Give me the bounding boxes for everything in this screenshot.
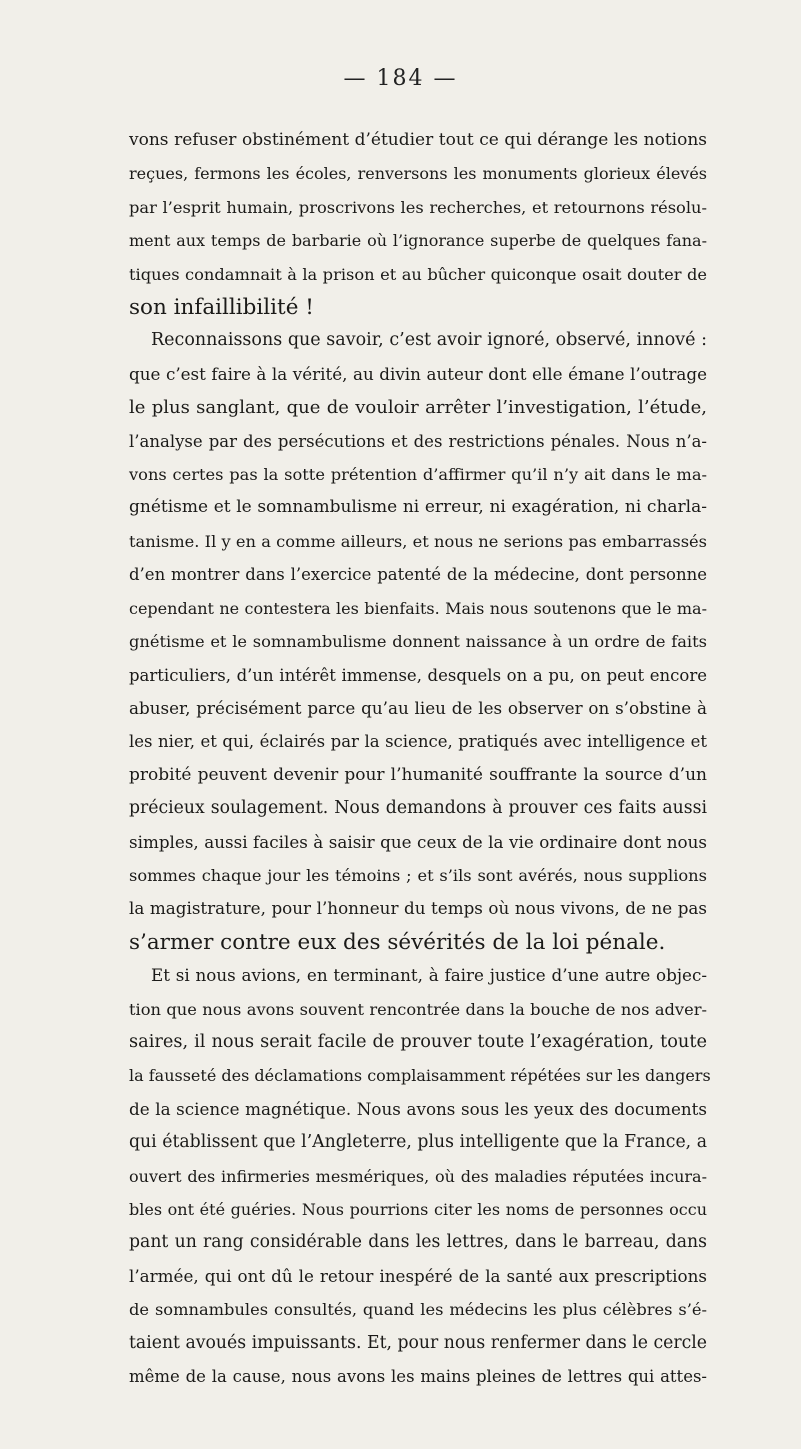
text-line: sommes chaque jour les témoins ; et s’ils sont avérés, nous supplions [129,865,707,885]
text-line: s’armer contre eux des sévérités de la loi pénale. [129,929,666,955]
text-line: de la science magnétique. Nous avons sous les yeux des documents [129,1098,707,1119]
text-line: particuliers, d’un intérêt immense, desquels on a pu, on peut encore [129,665,707,685]
text-line: les nier, et qui, éclairés par la science, pratiqués avec intelligence et [129,732,707,752]
text-line: abuser, précisément parce qu’au lieu de les observer on s’obstine à [129,697,707,718]
text-line: reçues, fermons les écoles, renversons les monuments glorieux élevés [129,164,707,184]
text-line: taient avoués impuissants. Et, pour nous renfermer dans le cercle [129,1332,707,1353]
text-line: saires, il nous serait facile de prouver toute l’exagération, toute [129,1031,707,1052]
text-line: l’armée, qui ont dû le retour inespéré de la santé aux prescriptions [129,1265,707,1286]
text-line: de somnambules consultés, quand les médecins les plus célèbres s’é- [129,1300,707,1320]
text-line: cependant ne contestera les bienfaits. Mais nous soutenons que le ma- [129,598,707,618]
text-line: par l’esprit humain, proscrivons les recherches, et retournons résolu- [129,197,707,217]
text-line: son infaillibilité ! [129,295,314,321]
text-line: même de la cause, nous avons les mains pleines de lettres qui attes- [129,1367,707,1387]
text-line: la fausseté des déclamations complaisamment répétées sur les dangers [129,1066,711,1086]
text-line: ment aux temps de barbarie où l’ignorance superbe de quelques fana- [129,231,707,251]
text-line: Et si nous avions, en terminant, à faire justice d’une autre objec- [151,965,707,986]
text-line: le plus sanglant, que de vouloir arrêter l’investigation, l’étude, [129,397,707,419]
text-line: tion que nous avons souvent rencontrée dans la bouche de nos adver- [129,999,707,1019]
text-line: que c’est faire à la vérité, au divin auteur dont elle émane l’outrage [129,363,707,384]
text-line: vons certes pas la sotte prétention d’affirmer qu’il n’y ait dans le ma- [129,465,707,485]
text-line: vons refuser obstinément d’étudier tout ce qui dérange les notions [129,130,707,150]
text-line: bles ont été guéries. Nous pourrions citer les noms de personnes occu [129,1200,707,1219]
text-line: la magistrature, pour l’honneur du temps où nous vivons, de ne pas [129,898,707,919]
text-line: d’en montrer dans l’exercice patenté de la médecine, dont personne [129,565,707,585]
text-line: gnétisme et le somnambulisme donnent naissance à un ordre de faits [129,632,707,652]
text-line: ouvert des infirmeries mesmériques, où des maladies réputées incura- [129,1166,707,1186]
text-line: pant un rang considérable dans les lettres, dans le barreau, dans [129,1232,707,1253]
page-number: — 184 — [343,66,458,91]
text-line: simples, aussi faciles à saisir que ceux de la vie ordinaire dont nous [129,831,707,852]
body-text [129,124,711,1393]
text-line: tiques condamnait à la prison et au bûcher quiconque osait douter de [129,264,707,284]
text-line: gnétisme et le somnambulisme ni erreur, ni exagération, ni charla- [129,497,707,518]
text-line: probité peuvent devenir pour l’humanité souffrante la source d’un [129,764,707,785]
text-line: Reconnaissons que savoir, c’est avoir ignoré, observé, innové : [151,330,707,351]
text-line: précieux soulagement. Nous demandons à prouver ces faits aussi [129,798,707,819]
text-line: l’analyse par des persécutions et des restrictions pénales. Nous n’a- [129,431,707,451]
text-line: tanisme. Il y en a comme ailleurs, et nous ne serions pas embarrassés [129,531,707,551]
text-line: qui établissent que l’Angleterre, plus intelligente que la France, a [129,1132,707,1153]
